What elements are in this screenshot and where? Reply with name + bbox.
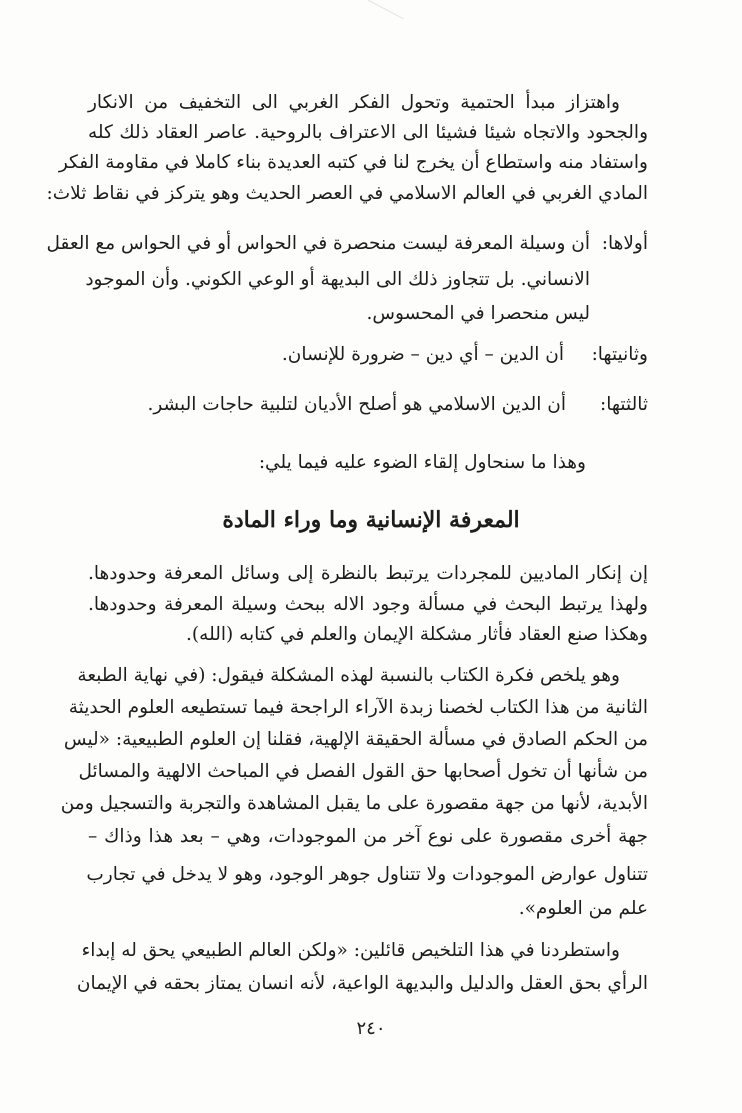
text-line: الأبدية، لأنها من جهة مقصورة على ما يقبل المشاهدة والتجربة والتسجيل ومن bbox=[60, 793, 648, 814]
text-line: من شأنها أن تخول أصحابها حق القول الفصل في المباحث الالهية والمسائل bbox=[78, 761, 648, 782]
page-number: ٢٤٠ bbox=[356, 1018, 386, 1039]
text-line: جهة أخرى مقصورة على نوع آخر من الموجودات، وهي – بعد هذا وذاك – bbox=[88, 826, 648, 847]
text-line: علم من العلوم». bbox=[518, 898, 648, 919]
point-label: وثانيتها: bbox=[591, 344, 648, 365]
text-line: ولهذا يرتبط البحث في مسألة وجود الاله ببحث وسيلة المعرفة وحدودها. bbox=[88, 594, 648, 615]
text-line: الثانية من هذا الكتاب لخصنا زبدة الآراء الراجحة فيما تستطيعه العلوم الحديثة bbox=[68, 697, 648, 718]
section-heading: المعرفة الإنسانية وما وراء المادة bbox=[222, 507, 520, 533]
text-line: الرأي بحق العقل والدليل والبديهة الواعية، لأنه انسان يمتاز بحقه في الإيمان bbox=[76, 973, 648, 994]
text-line: أن الدين – أي دين – ضرورة للإنسان. bbox=[281, 344, 564, 365]
text-line: وهذا ما سنحاول إلقاء الضوء عليه فيما يلي: bbox=[258, 452, 586, 473]
text-line: من الحكم الصادق في مسألة الحقيقة الإلهية، فقلنا إن العلوم الطبيعية: «ليس bbox=[63, 729, 648, 750]
text-line: والجحود والاتجاه شيئا فشيئا الى الاعتراف بالروحية. عاصر العقاد ذلك كله bbox=[88, 122, 648, 143]
text-line: المادي الغربي في العالم الاسلامي في العصر الحديث وهو يتركز في نقاط ثلاث: bbox=[46, 183, 648, 204]
text-line: تتناول عوارض الموجودات ولا تتناول جوهر الوجود، وهو لا يدخل في تجارب bbox=[86, 864, 648, 885]
text-line: إن إنكار الماديين للمجردات يرتبط بالنظرة إلى وسائل المعرفة وحدودها. bbox=[88, 563, 648, 584]
text-line: وهو يلخص فكرة الكتاب بالنسبة لهذه المشكلة فيقول: (في نهاية الطبعة bbox=[77, 665, 620, 686]
point-label: ثالثتها: bbox=[600, 394, 648, 415]
text-line: الانساني. بل تتجاوز ذلك الى البديهة أو الوعي الكوني. وأن الموجود bbox=[85, 269, 590, 290]
text-line: واستفاد منه واستطاع أن يخرج لنا في كتبه العديدة بناء كاملا في مقاومة الفكر bbox=[58, 152, 648, 173]
text-line: أن وسيلة المعرفة ليست منحصرة في الحواس أو في الحواس مع العقل bbox=[46, 233, 590, 254]
text-line: ليس منحصرا في المحسوس. bbox=[366, 303, 590, 324]
point-label: أولاها: bbox=[601, 233, 648, 254]
text-line: أن الدين الاسلامي هو أصلح الأديان لتلبية حاجات البشر. bbox=[147, 394, 566, 415]
text-line: واهتزاز مبدأ الحتمية وتحول الفكر الغربي الى التخفيف من الانكار bbox=[88, 92, 620, 113]
text-line: واستطردنا في هذا التلخيص قائلين: «ولكن العالم الطبيعي يحق له إبداء bbox=[81, 940, 620, 961]
scan-mark bbox=[360, 0, 403, 33]
text-line: وهكذا صنع العقاد فأثار مشكلة الإيمان والعلم في كتابه (الله). bbox=[186, 624, 648, 645]
